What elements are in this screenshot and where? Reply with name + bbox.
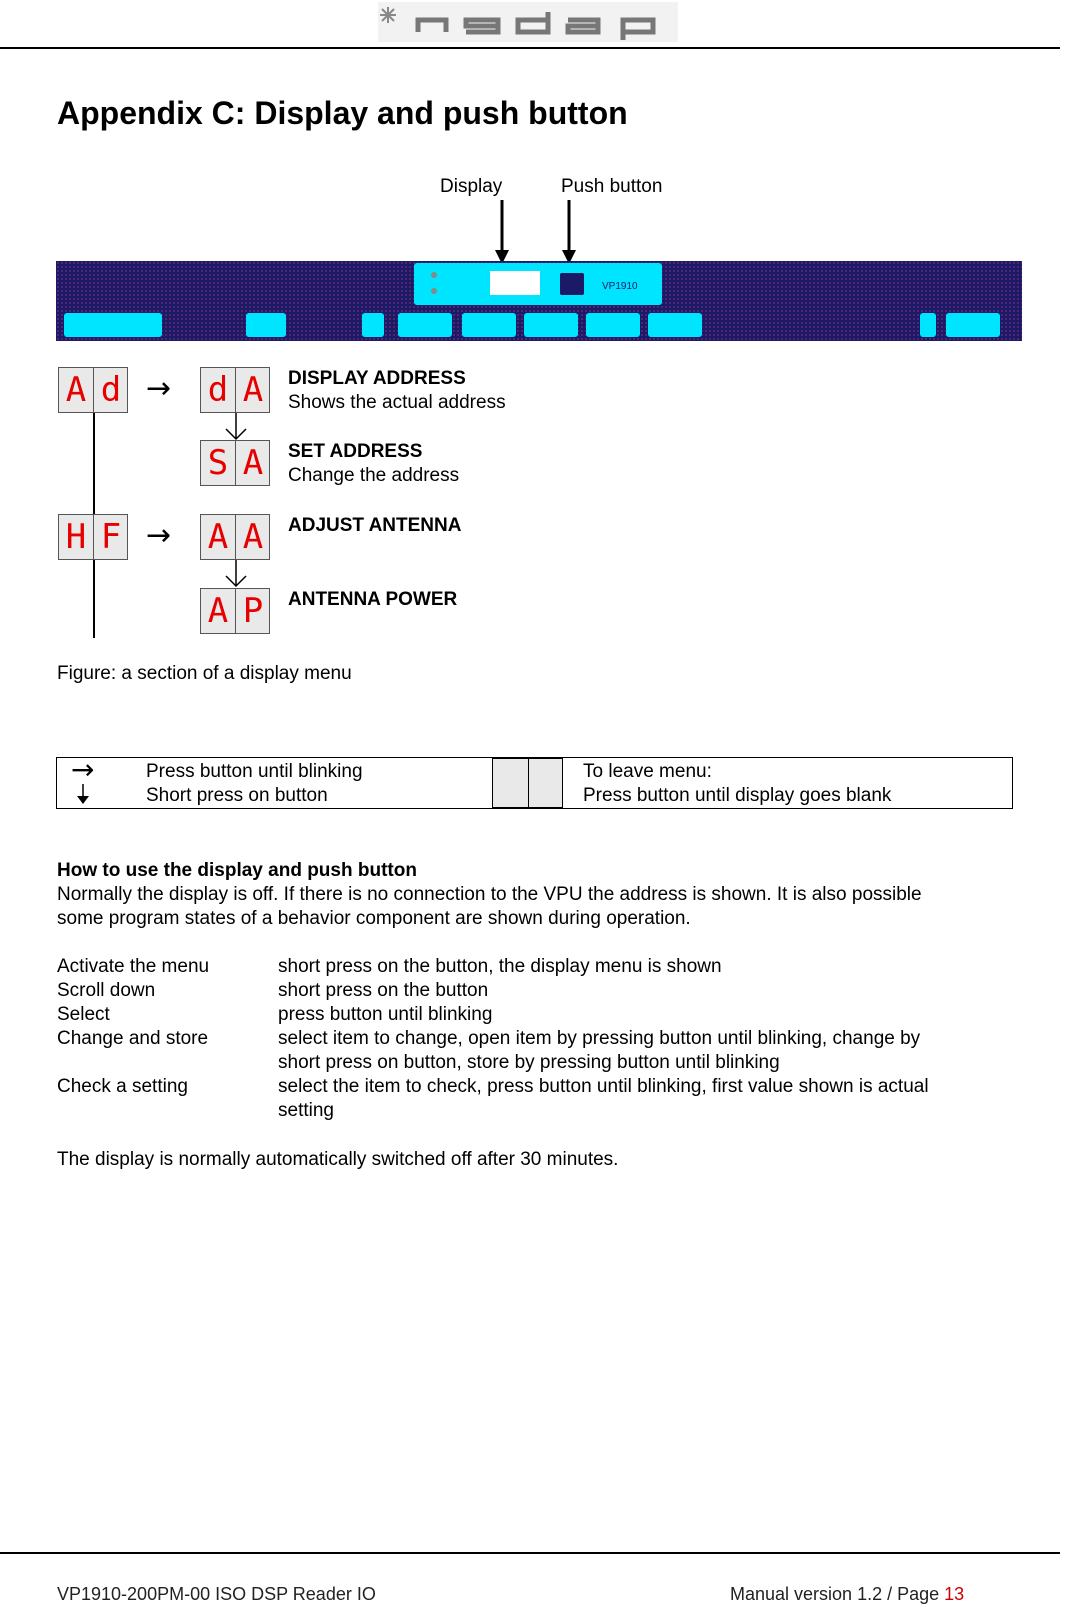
menu-item-title: SET ADDRESS: [288, 441, 423, 462]
menu-connector: [93, 413, 95, 514]
display-label: Display: [440, 176, 503, 197]
footer-page-info: [730, 1583, 964, 1606]
segment-display-hf: [58, 514, 128, 560]
segment-digit: A: [207, 517, 229, 557]
segment-digit: F: [93, 515, 128, 559]
legend-box: [56, 753, 1013, 809]
howto-desc: select the item to check, press button until blinking, first value shown is actual: [278, 1076, 929, 1097]
howto-term: Check a setting: [57, 1076, 188, 1097]
device-panel: [56, 261, 1022, 341]
short-press-arrow: [224, 560, 248, 588]
howto-desc: short press on the button: [278, 980, 489, 1001]
pointer-arrows: [480, 200, 580, 266]
segment-digit: A: [235, 515, 270, 559]
segment-digit: S: [207, 443, 229, 483]
legend-leave-desc: Press button until display goes blank: [583, 785, 892, 806]
segment-digit: A: [65, 370, 87, 410]
segment-display-ap: [200, 588, 270, 634]
nedap-logo: [378, 2, 678, 42]
press-long-arrow: →: [146, 518, 172, 553]
segment-display-da: [200, 367, 270, 413]
segment-digit: P: [235, 589, 270, 633]
menu-item-title: ADJUST ANTENNA: [288, 515, 462, 536]
segment-digit: d: [207, 370, 229, 410]
menu-connector: [93, 560, 95, 638]
segment-digit: A: [235, 368, 270, 412]
press-long-arrow: →: [146, 371, 172, 406]
nedap-logo-mark: [378, 2, 678, 42]
segment-digit: A: [207, 591, 229, 631]
legend-leave-title: To leave menu:: [583, 761, 712, 782]
figure-caption: Figure: a section of a display menu: [57, 663, 352, 684]
blank-display-icon: [492, 758, 563, 808]
howto-footer-note: The display is normally automatically switched off after 30 minutes.: [57, 1149, 619, 1170]
legend-press-long: Press button until blinking: [146, 761, 363, 782]
header-rule: [0, 47, 1060, 49]
push-button-label: Push button: [561, 176, 663, 197]
howto-desc-cont: setting: [278, 1100, 334, 1121]
device-panel-graphic: [56, 261, 1022, 341]
press-long-arrow: →: [71, 753, 95, 786]
segment-display-sa: [200, 440, 270, 486]
howto-term: Change and store: [57, 1028, 209, 1049]
menu-item-title: ANTENNA POWER: [288, 589, 458, 610]
page-number: 13: [944, 1584, 965, 1604]
short-press-arrow: [224, 413, 248, 441]
segment-display-ad: [58, 367, 128, 413]
howto-heading: How to use the display and push button: [57, 860, 417, 881]
howto-term: Scroll down: [57, 980, 156, 1001]
howto-intro-line: some program states of a behavior component are shown during operation.: [57, 908, 691, 929]
howto-intro-line: Normally the display is off. If there is no connection to the VPU the address is shown. It is also possible: [57, 884, 922, 905]
howto-desc: short press on the button, the display menu is shown: [278, 956, 722, 977]
page-title: Appendix C: Display and push button: [57, 95, 628, 131]
howto-desc-cont: short press on button, store by pressing button until blinking: [278, 1052, 780, 1073]
legend-press-short: Short press on button: [146, 785, 328, 806]
short-press-arrow: [75, 784, 91, 804]
howto-term: Activate the menu: [57, 956, 210, 977]
segment-digit: H: [65, 517, 87, 557]
segment-digit: d: [93, 368, 128, 412]
footer-version: Manual version 1.2 / Page: [730, 1584, 945, 1604]
segment-digit: A: [235, 441, 270, 485]
menu-item-desc: Shows the actual address: [288, 392, 506, 413]
footer-doc-id: VP1910-200PM-00 ISO DSP Reader IO: [57, 1584, 376, 1604]
segment-display-aa: [200, 514, 270, 560]
device-model-label: VP1910: [602, 281, 638, 292]
menu-item-title: DISPLAY ADDRESS: [288, 368, 466, 389]
menu-item-desc: Change the address: [288, 465, 460, 486]
howto-desc: press button until blinking: [278, 1004, 493, 1025]
howto-desc: select item to change, open item by pressing button until blinking, change by: [278, 1028, 921, 1049]
howto-term: Select: [57, 1004, 110, 1025]
footer-rule: [0, 1552, 1060, 1554]
